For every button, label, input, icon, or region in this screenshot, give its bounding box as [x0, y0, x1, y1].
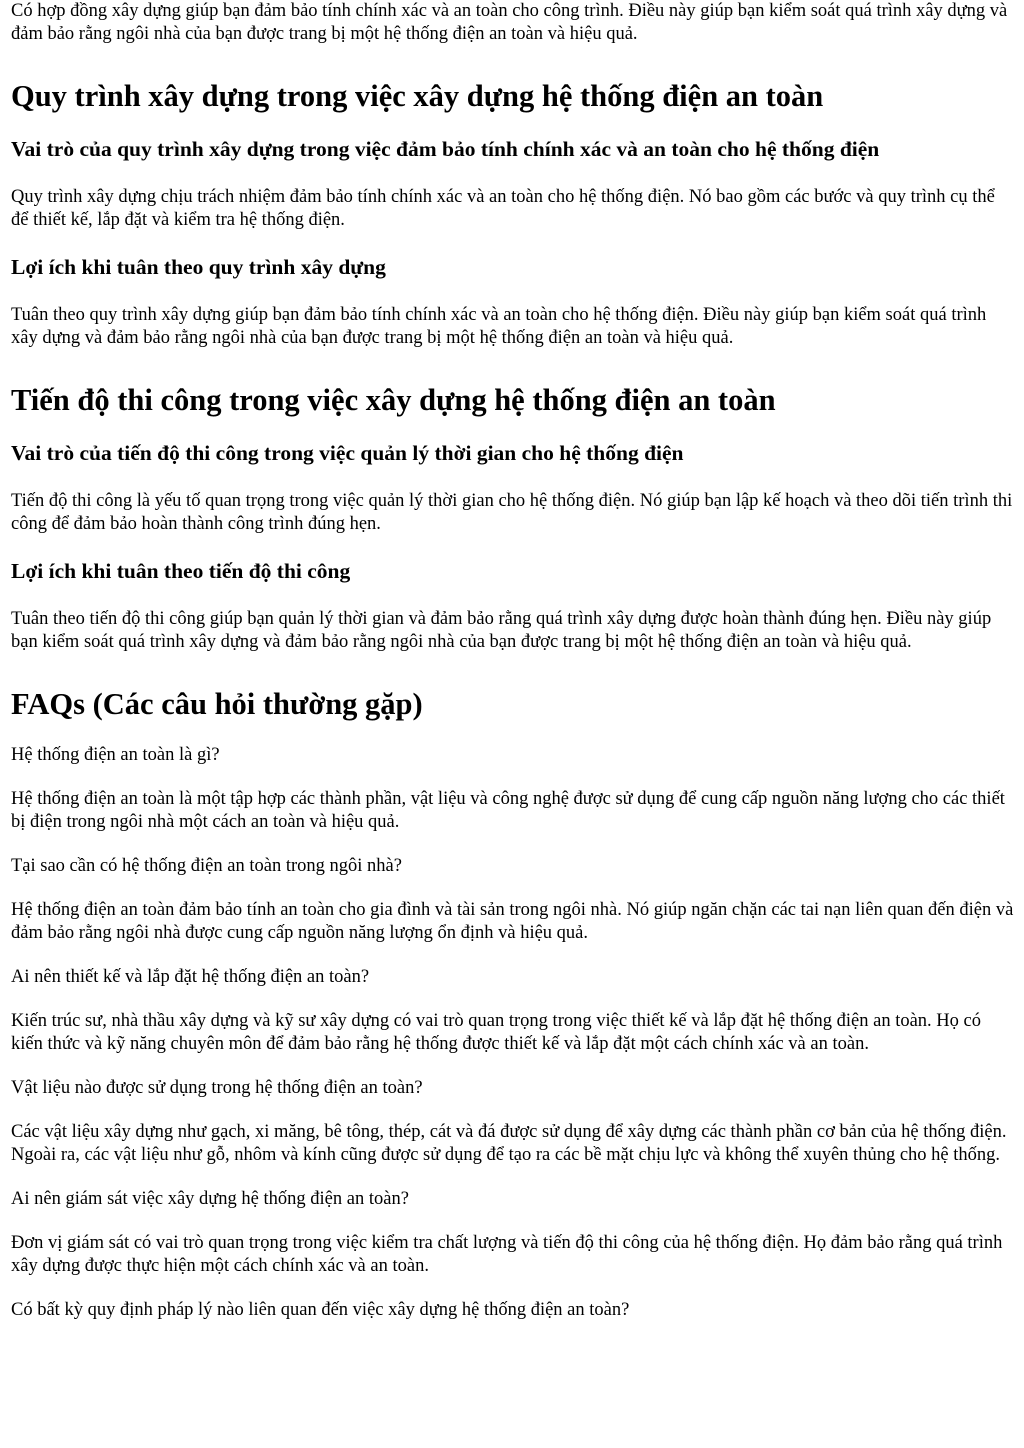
paragraph-process-role: Quy trình xây dựng chịu trách nhiệm đảm bảo tính chính xác và an toàn cho hệ thống điện. Nó bao gồm các bước và quy trình cụ thể để thiết kế, lắp đặt và kiểm tra hệ thống điện. [11, 187, 995, 230]
subheading-schedule-benefits: Lợi ích khi tuân theo tiến độ thi công [11, 559, 351, 583]
faq-question: Tại sao cần có hệ thống điện an toàn trong ngôi nhà? [11, 856, 402, 876]
faq-question: Ai nên giám sát việc xây dựng hệ thống điện an toàn? [11, 1189, 409, 1209]
faq-answer: Đơn vị giám sát có vai trò quan trọng trong việc kiểm tra chất lượng và tiến độ thi công của hệ thống điện. Họ đảm bảo rằng quá trình xây dựng được thực hiện một cách chính xác và an toàn. [11, 1233, 1003, 1276]
faq-list [11, 744, 1014, 1322]
faq-question: Có bất kỳ quy định pháp lý nào liên quan đến việc xây dựng hệ thống điện an toàn? [11, 1300, 630, 1320]
intro-paragraph: Có hợp đồng xây dựng giúp bạn đảm bảo tính chính xác và an toàn cho công trình. Điều này giúp bạn kiểm soát quá trình xây dựng và đảm bảo rằng ngôi nhà của bạn được trang bị một hệ thống điện an toàn và hiệu quả. [11, 1, 1008, 44]
faq-heading: FAQs (Các câu hỏi thường gặp) [11, 687, 423, 721]
section-heading-construction-process: Quy trình xây dựng trong việc xây dựng hệ thống điện an toàn [11, 79, 824, 113]
paragraph-schedule-role: Tiến độ thi công là yếu tố quan trọng trong việc quản lý thời gian cho hệ thống điện. Nó giúp bạn lập kế hoạch và theo dõi tiến trình thi công để đảm bảo hoàn thành công trình đúng hẹn. [11, 491, 1013, 534]
faq-answer: Hệ thống điện an toàn đảm bảo tính an toàn cho gia đình và tài sản trong ngôi nhà. Nó giúp ngăn chặn các tai nạn liên quan đến điện và đảm bảo rằng ngôi nhà được cung cấp nguồn năng lượng ổn định và hiệu quả. [11, 900, 1014, 943]
faq-question: Hệ thống điện an toàn là gì? [11, 745, 220, 765]
faq-answer: Các vật liệu xây dựng như gạch, xi măng, bê tông, thép, cát và đá được sử dụng để xây dựng các thành phần cơ bản của hệ thống điện. Ngoài ra, các vật liệu như gỗ, nhôm và kính cũng được sử dụng để tạo ra các bề mặt chịu lực và không thể xuyên thủng cho hệ thống. [11, 1122, 1007, 1165]
faq-answer: Hệ thống điện an toàn là một tập hợp các thành phần, vật liệu và công nghệ được sử dụng để cung cấp nguồn năng lượng cho các thiết bị điện trong ngôi nhà một cách an toàn và hiệu quả. [11, 789, 1005, 832]
section-heading-schedule: Tiến độ thi công trong việc xây dựng hệ thống điện an toàn [11, 383, 776, 417]
paragraph-process-benefits: Tuân theo quy trình xây dựng giúp bạn đảm bảo tính chính xác và an toàn cho hệ thống điện. Điều này giúp bạn kiểm soát quá trình xây dựng và đảm bảo rằng ngôi nhà của bạn được trang bị một hệ thống điện an toàn và hiệu quả. [11, 305, 987, 348]
paragraph-schedule-benefits: Tuân theo tiến độ thi công giúp bạn quản lý thời gian và đảm bảo rằng quá trình xây dựng được hoàn thành đúng hẹn. Điều này giúp bạn kiểm soát quá trình xây dựng và đảm bảo rằng ngôi nhà của bạn được trang bị một hệ thống điện an toàn và hiệu quả. [11, 609, 992, 652]
subheading-process-role: Vai trò của quy trình xây dựng trong việc đảm bảo tính chính xác và an toàn cho hệ thống điện [11, 137, 880, 161]
faq-question: Vật liệu nào được sử dụng trong hệ thống điện an toàn? [11, 1078, 423, 1098]
subheading-process-benefits: Lợi ích khi tuân theo quy trình xây dựng [11, 255, 386, 279]
faq-answer: Kiến trúc sư, nhà thầu xây dựng và kỹ sư xây dựng có vai trò quan trọng trong việc thiết kế và lắp đặt hệ thống điện an toàn. Họ có kiến thức và kỹ năng chuyên môn để đảm bảo rằng hệ thống được thiết kế và lắp đặt một cách chính xác và an toàn. [11, 1011, 982, 1054]
document-page [11, 0, 1014, 1322]
subheading-schedule-role: Vai trò của tiến độ thi công trong việc quản lý thời gian cho hệ thống điện [11, 441, 684, 465]
faq-question: Ai nên thiết kế và lắp đặt hệ thống điện an toàn? [11, 967, 370, 987]
